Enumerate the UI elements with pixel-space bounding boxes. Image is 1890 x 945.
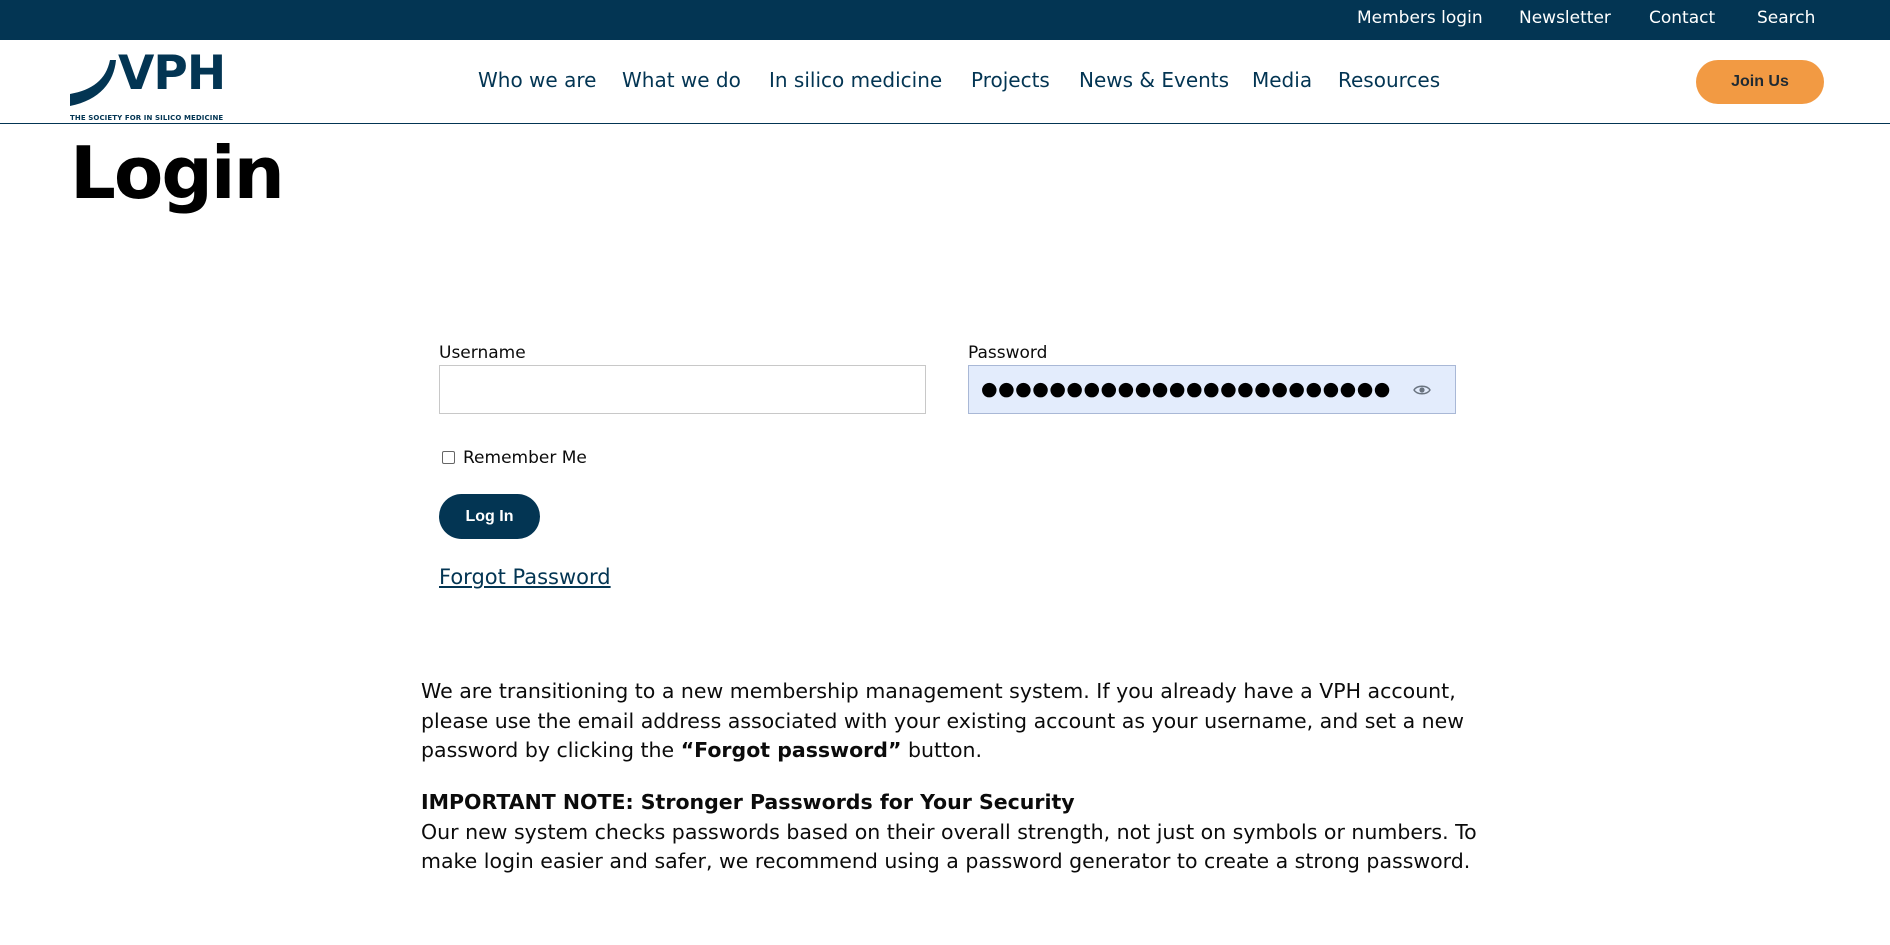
remember-me-checkbox[interactable] [442,451,455,464]
top-utility-bar [0,0,1890,40]
password-field[interactable] [968,365,1456,414]
newsletter-link[interactable]: Newsletter [1519,8,1611,28]
nav-item-in-silico-medicine[interactable]: In silico medicine [769,68,943,92]
log-in-button[interactable]: Log In [439,494,540,539]
nav-item-media[interactable]: Media [1252,68,1313,92]
join-us-button[interactable]: Join Us [1696,60,1824,104]
nav-item-news-events[interactable]: News & Events [1079,68,1230,92]
security-note-heading: IMPORTANT NOTE: Stronger Passwords for Your Security [421,790,1075,814]
logo-tagline: THE SOCIETY FOR IN SILICO MEDICINE [70,114,224,122]
logo-swoosh-icon [70,60,118,110]
notice-text: We are transitioning to a new membership management system. If you already have a VPH account, please use the email address associated with your existing account as your username, and set a new password by clicking the [421,679,1465,762]
password-masked-value: ●●●●●●●●●●●●●●●●●●●●●●●● [981,378,1391,400]
search-link[interactable]: Search [1757,8,1816,28]
site-header [0,40,1890,124]
members-login-link[interactable]: Members login [1357,8,1483,28]
logo-wordmark: VPH [118,46,226,101]
nav-item-resources[interactable]: Resources [1338,68,1441,92]
transition-notice [421,677,1481,766]
security-note-body: Our new system checks passwords based on their overall strength, not just on symbols or numbers. To make login easier and safer, we recommend using a password generator to create a strong password. [421,819,1477,873]
remember-me-label: Remember Me [463,448,587,468]
notice-forgot-password-emphasis: “Forgot password” [680,738,902,762]
password-security-notice [421,788,1481,877]
page-title: Login [70,131,283,215]
show-password-eye-icon[interactable] [1413,382,1431,398]
nav-item-who-we-are[interactable]: Who we are [478,68,597,92]
username-label: Username [439,343,526,363]
password-label: Password [968,343,1048,363]
nav-item-what-we-do[interactable]: What we do [622,68,741,92]
forgot-password-link[interactable]: Forgot Password [439,565,611,589]
contact-link[interactable]: Contact [1649,8,1716,28]
notice-text-end: button. [901,738,983,762]
nav-item-projects[interactable]: Projects [971,68,1050,92]
username-field[interactable] [439,365,926,414]
vph-logo[interactable] [70,46,232,122]
